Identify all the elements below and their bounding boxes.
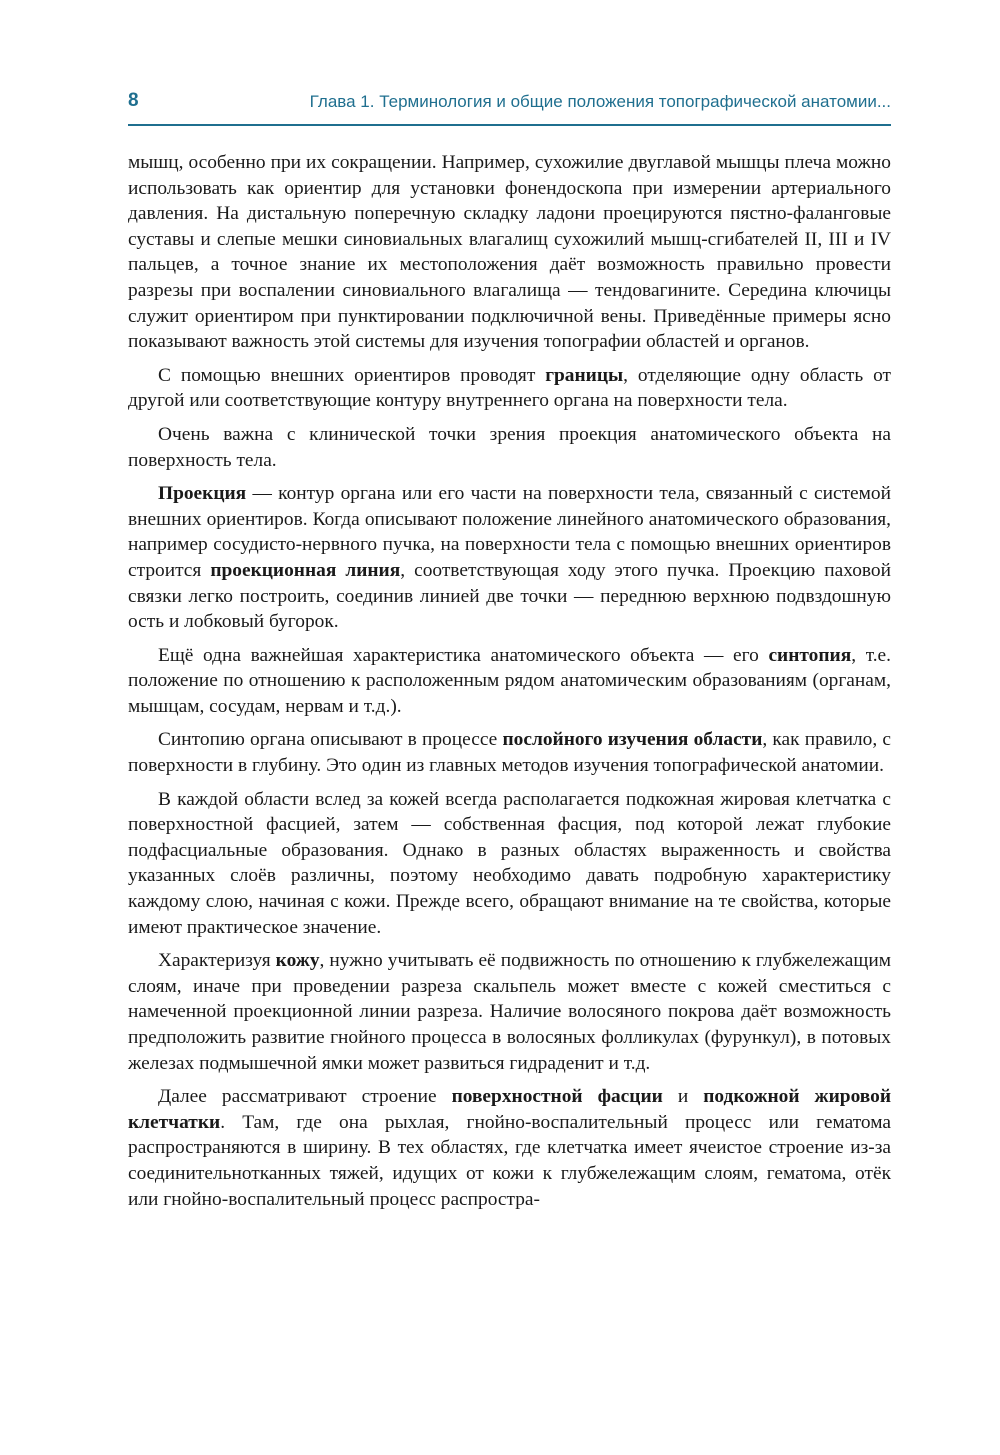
paragraph-text: , соответствующая ходу этого пучка. Проекцию паховой связки легко построить, соединив линией две точки — переднюю верхнюю подвздошную ость и лобковый бугорок. [128,559,891,633]
paragraph-text: и [662,1086,704,1108]
paragraph-text: Очень важна с клинической точки зрения проекция анатомического объекта на поверхность тела. [128,423,891,471]
paragraph-text: Ещё одна важнейшая характеристика анатомического объекта — его [158,644,769,666]
paragraph-text: мышц, особенно при их сокращении. Например, сухожилие двуглавой мышцы плеча можно использовать как ориентир для установки фонендоскопа при измерении артериального давления. На дистальную поперечную складку ладони проецируются пястно-фаланговые суставы и слепые мешки синовиальных влагалищ сухожилий мышц-сгибателей II, III и IV пальцев, а точное знание их местоположения даёт возможность правильно провести разрезы при воспалении синовиального влагалища — тендовагините. Середина ключицы служит ориентиром при пунктировании подключичной вены. Приведённые примеры ясно показывают важность этой системы для изучения топографии областей и органов. [128,152,891,353]
paragraph-text: . Там, где она рыхлая, гнойно-воспалительный процесс или гематома распространяются в ширину. В тех областях, где клетчатка имеет ячеистое строение из-за соединительнотканных тяжей, идущих от кожи к глубжележащим слоям, гематома, отёк или гнойно-воспалительный процесс распростра- [128,1111,891,1210]
paragraph-text: Характеризуя [158,950,276,972]
term-bold: синтопия [768,644,852,666]
paragraph [128,643,891,720]
paragraph-text: В каждой области вслед за кожей всегда располагается подкожная жировая клетчатка с поверхностной фасцией, затем — собственная фасция, под которой лежат глубокие подфасциальные образования. Однако в разных областях выраженность и свойства указанных слоёв различны, поэтому необходимо давать подробную характеристику каждому слою, начиная с кожи. Прежде всего, обращают внимание на те свойства, которые имеют практическое значение. [128,788,891,938]
paragraph-text: , т.е. положение по отношению к расположенным рядом анатомическим образованиям (органам, мышцам, сосудам, нервам и т.д.). [128,644,892,717]
term-bold: кожу [275,950,320,972]
paragraph [128,948,891,1076]
paragraph [128,150,891,355]
paragraph-text: — контур органа или его части на поверхности тела, связанный с системой внешних ориентиров. Когда описывают положение линейного анатомического образования, например сосудисто-нервного пучка, на поверхности тела с помощью внешних ориентиров строится [128,483,891,581]
term-bold: подкожной жировой клетчатки [128,1086,891,1133]
page-body [128,150,891,1212]
paragraph-text: , отделяющие одну область от другой или соответствующие контуру внутреннего органа на поверхности тела. [128,364,891,412]
paragraph [128,1084,891,1212]
paragraph-text: С помощью внешних ориентиров проводят [158,364,546,386]
term-bold: поверхностной фасции [451,1086,663,1108]
term-bold: проекционная линия [210,559,401,581]
paragraph-text: , как правило, с поверхности в глубину. Это один из главных методов изучения топографической анатомии. [128,729,891,777]
paragraph [128,727,891,778]
term-bold: послойного изучения области [502,729,763,751]
paragraph-text: Далее рассматривают строение [158,1086,452,1108]
running-head-title: Глава 1. Терминология и общие положения топографической анатомии... [309,92,891,111]
term-bold: границы [545,364,624,386]
term-bold: Проекция [158,483,247,505]
paragraph [128,422,891,473]
page-number: 8 [128,90,139,111]
paragraph-text: Синтопию органа описывают в процессе [158,729,503,751]
paragraph [128,787,891,941]
running-header [128,88,891,126]
paragraph-text: , нужно учитывать её подвижность по отношению к глубжележащим слоям, иначе при проведении разреза скальпель может вместе с кожей сместиться с намеченной проекционной линии разреза. Наличие волосяного покрова даёт возможность предположить развитие гнойного процесса в волосяных фолликулах (фурункул), в потовых железах подмышечной ямки может развиться гидраденит и т.д. [128,950,891,1074]
paragraph [128,481,891,635]
paragraph [128,363,891,414]
